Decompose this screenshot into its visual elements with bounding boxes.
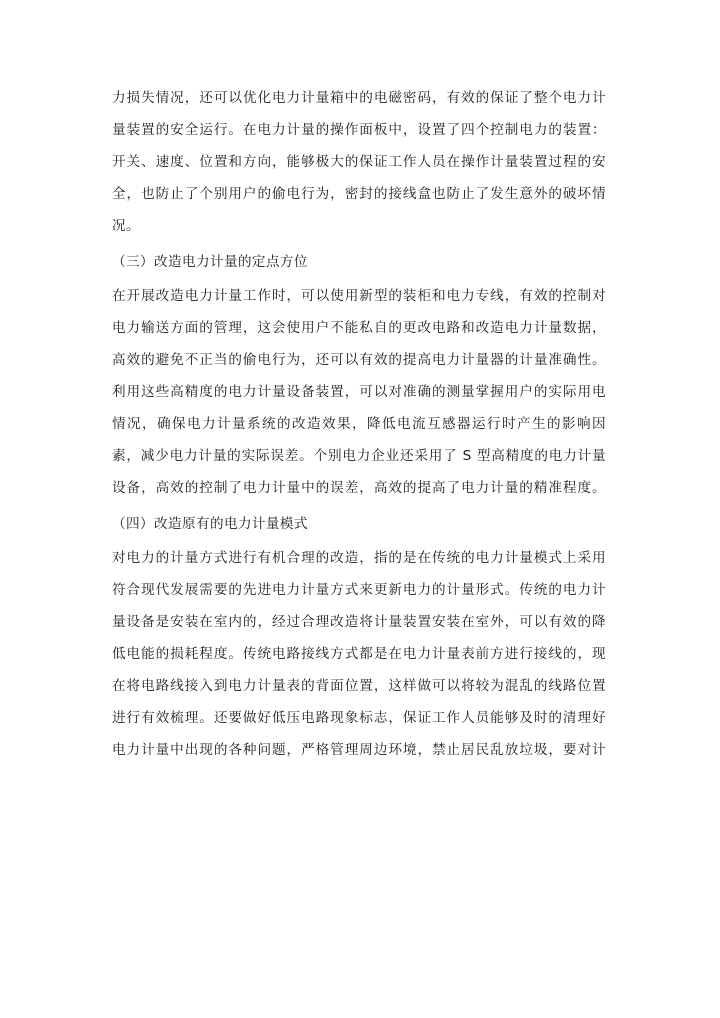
text-line: 素，减少电力计量的实际误差。个别电力企业还采用了 S 型高精度的电力计量	[112, 448, 606, 464]
text-line: 低电能的损耗程度。传统电路接线方式都是在电力计量表前方进行接线的，现	[112, 646, 606, 662]
text-line: 力损失情况，还可以优化电力计量箱中的电磁密码，有效的保证了整个电力计	[112, 90, 606, 106]
section-heading-3: （三）改造电力计量的定点方位	[112, 254, 308, 270]
document-body	[112, 82, 606, 766]
paragraph-fixed-position	[112, 280, 606, 504]
text-line: 情况，确保电力计量系统的改造效果，降低电流互感器运行时产生的影响因	[112, 416, 606, 432]
text-line: 全，也防止了个别用户的偷电行为，密封的接线盒也防止了发生意外的破坏情	[112, 186, 606, 202]
text-line: 在将电路线接入到电力计量表的背面位置，这样做可以将较为混乱的线路位置	[112, 678, 606, 694]
text-line: 在开展改造电力计量工作时，可以使用新型的装柜和电力专线，有效的控制对	[112, 288, 606, 304]
text-line: 况。	[112, 218, 140, 234]
text-line: 利用这些高精度的电力计量设备装置，可以对准确的测量掌握用户的实际用电	[112, 384, 606, 400]
text-line: 开关、速度、位置和方向，能够极大的保证工作人员在操作计量装置过程的安	[112, 154, 606, 170]
text-line: 进行有效梳理。还要做好低压电路现象标志，保证工作人员能够及时的清理好	[112, 710, 606, 726]
text-line: 电力输送方面的管理，这会使用户不能私自的更改电路和改造电力计量数据，	[112, 320, 606, 336]
text-line: 对电力的计量方式进行有机合理的改造，指的是在传统的电力计量模式上采用	[112, 550, 606, 566]
text-line: 电力计量中出现的各种问题，严格管理周边环境，禁止居民乱放垃圾，要对计	[112, 742, 606, 758]
text-line: 符合现代发展需要的先进电力计量方式来更新电力的计量形式。传统的电力计	[112, 582, 606, 598]
paragraph-power-loss	[112, 82, 606, 242]
section-heading-4: （四）改造原有的电力计量模式	[112, 516, 308, 532]
paragraph-metering-mode	[112, 542, 606, 766]
text-line: 量设备是安装在室内的，经过合理改造将计量装置安装在室外，可以有效的降	[112, 614, 606, 630]
text-line: 量装置的安全运行。在电力计量的操作面板中，设置了四个控制电力的装置：	[112, 122, 606, 138]
text-line: 高效的避免不正当的偷电行为，还可以有效的提高电力计量器的计量准确性。	[112, 352, 606, 368]
text-line: 设备，高效的控制了电力计量中的误差，高效的提高了电力计量的精准程度。	[112, 480, 606, 496]
